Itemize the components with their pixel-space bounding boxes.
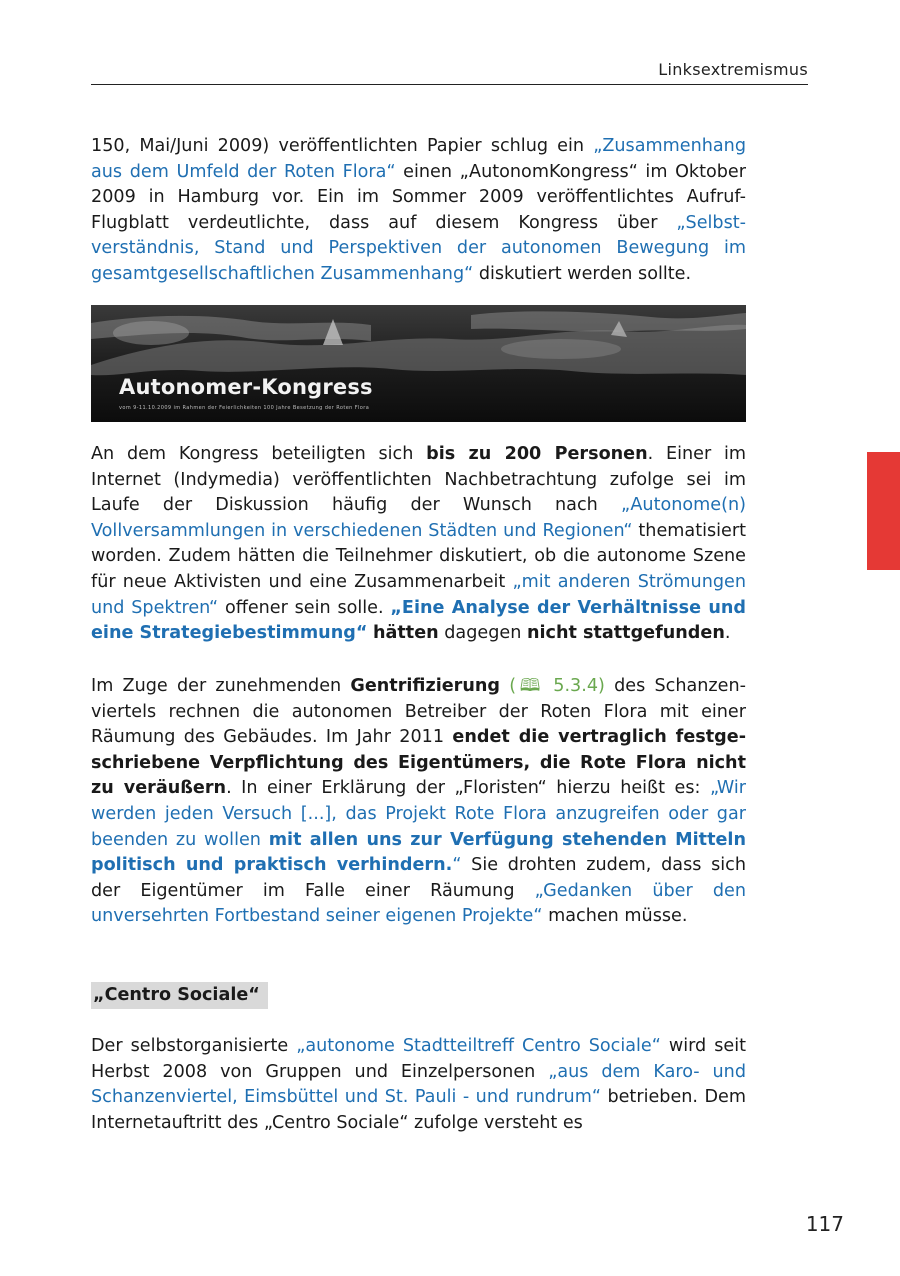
quote-span: „Selbstverständnis, Stand und Perspektiven der autonomen Bewegung im gesamtgesellschaftlichen Zusammenhang“	[91, 212, 746, 284]
bold-span: nicht stattgefunden	[526, 623, 725, 644]
text-span: diskutiert werden sollte.	[473, 263, 692, 284]
paragraph-kongress-intro	[91, 134, 746, 288]
cross-reference-link[interactable]: (🕮 5.3.4)	[509, 676, 605, 696]
text-span: machen müsse.	[542, 906, 688, 927]
banner-title: Autonomer-Kongress	[119, 375, 373, 399]
text-span: An dem Kongress beteiligten sich	[91, 444, 427, 464]
paragraph-rote-flora-gentrification	[91, 674, 746, 930]
text-span: des Schanzenviertels rechnen die autonomen Betreiber der Roten Flora mit einer Räumung des Gebäudes. Im Jahr 2011	[91, 676, 746, 748]
quote-span: „Zusammenhang aus dem Umfeld der Roten Flora“	[91, 136, 746, 182]
text-span: betrieben. Dem Internetauftritt des „Centro Sociale“ zufolge versteht es	[91, 1087, 746, 1133]
paragraph-centro-sociale	[91, 1034, 746, 1136]
chapter-side-tab	[867, 452, 900, 570]
quote-span: „mit anderen Strömungen und Spektren“	[91, 571, 746, 618]
text-span: thematisiert worden. Zudem hätten die Teilnehmer diskutiert, ob die autonome Szene für neue Aktivisten und eine Zusammenarbeit	[91, 520, 746, 592]
text-span: Im Zuge der zunehmenden	[91, 676, 351, 696]
text-span: einen „AutonomKongress“ im Oktober 2009 in Hamburg vor. Ein im Sommer 2009 veröffentlichtes Aufruf-Flugblatt verdeutlichte, dass auf diesem Kongress über	[91, 161, 746, 233]
text-span: Der selbstorganisierte	[91, 1036, 297, 1056]
bold-quote-span: mit allen uns zur Verfügung stehenden Mitteln politisch und praktisch verhindern.	[91, 829, 746, 876]
page-header-title: Linksextremismus	[658, 60, 808, 79]
banner-subtitle: vom 9-11.10.2009 im Rahmen der Feierlichkeiten 100 Jahre Besetzung der Roten Flora	[119, 405, 370, 411]
section-heading-centro-sociale: „Centro Sociale“	[91, 982, 268, 1009]
text-span: offener sein solle.	[218, 597, 391, 618]
kongress-banner-image	[91, 305, 746, 422]
text-span: .	[724, 623, 731, 644]
bold-span: endet die vertraglich festgeschriebene Verpflichtung des Eigentümers, die Rote Flora nicht zu veräußern	[91, 727, 746, 799]
paragraph-kongress-participants	[91, 442, 746, 647]
page-number: 117	[805, 1212, 844, 1236]
text-span: dagegen	[438, 623, 527, 644]
quote-span: „Gedanken über den unversehrten Fortbestand seiner eigenen Projekte“	[91, 880, 746, 927]
bold-span: bis zu 200 Personen	[426, 444, 648, 464]
text-span: . In einer Erklärung der „Floristen“ hierzu heißt es:	[226, 778, 710, 799]
text-span: 150, Mai/Juni 2009) veröffentlichten Papier schlug ein	[91, 136, 594, 156]
text-span: Sie drohten zudem, dass sich der Eigentümer im Falle einer Räumung	[91, 855, 746, 901]
text-span	[500, 676, 509, 696]
text-span: wird seit Herbst 2008 von Gruppen und Einzelpersonen	[91, 1036, 746, 1082]
quote-span: „Autonome(n) Vollversammlungen in verschiedenen Städten und Regionen“	[91, 495, 746, 541]
bold-span: hätten	[372, 623, 439, 644]
text-span: . Einer im Internet (Indymedia) veröffentlichten Nachbetrachtung zufolge sei im Laufe der Diskussion häufig der Wunsch nach	[91, 444, 746, 516]
quote-span: „autonome Stadtteiltreff Centro Sociale“	[296, 1036, 661, 1056]
quote-span: „aus dem Karo- und Schanzenviertel, Eimsbüttel und St. Pauli - und rundrum“	[91, 1061, 747, 1108]
header-rule	[91, 84, 808, 85]
quote-span: „Wir werden jeden Versuch [...], das Projekt Rote Flora anzugreifen oder gar beenden zu wollen	[91, 778, 747, 850]
bold-quote-span: „Eine Analyse der Verhältnisse und eine Strategiebestimmung“	[91, 597, 746, 644]
quote-span: “	[452, 855, 462, 876]
bold-span: Gentrifizierung	[350, 676, 500, 696]
